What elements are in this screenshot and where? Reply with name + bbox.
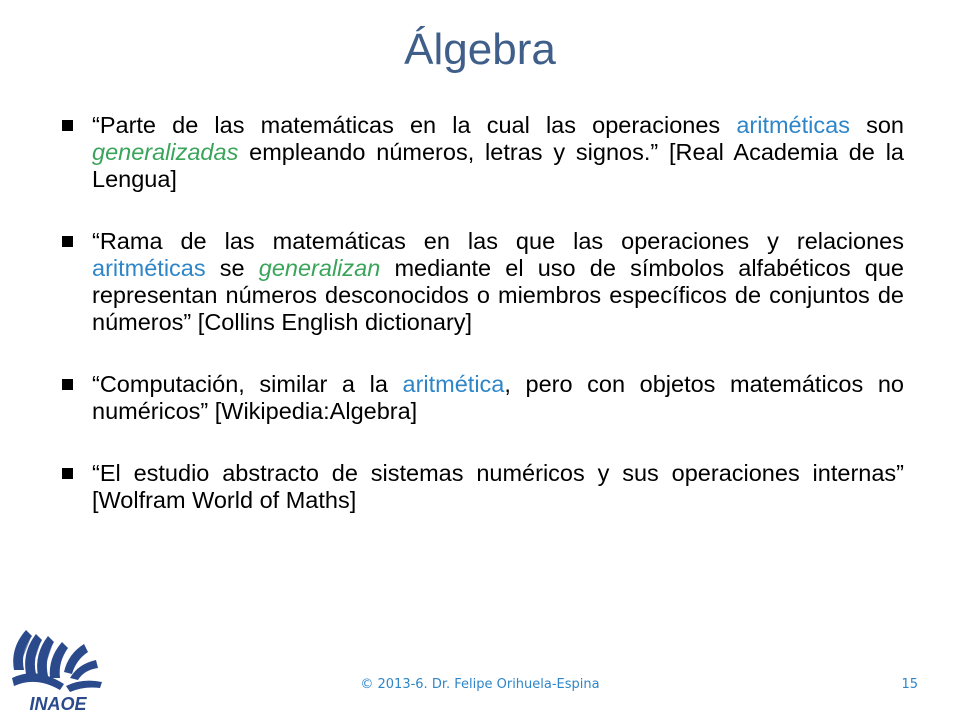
slide-title: Álgebra bbox=[404, 25, 556, 74]
bullet-item bbox=[62, 228, 904, 336]
logo-wordmark: INAOE bbox=[29, 694, 87, 714]
highlighted-term: aritméticas bbox=[736, 112, 850, 138]
highlighted-term: aritméticas bbox=[92, 255, 206, 281]
bullet-text: mediante el uso de símbolos alfabéticos que representan números desconocidos o miembros específicos de conjuntos de números” [Collins English dictionary] bbox=[92, 255, 904, 335]
bullet-text: “El estudio abstracto de sistemas numéricos y sus operaciones internas” [Wolfram World of Maths] bbox=[92, 460, 904, 513]
square-bullet-icon bbox=[62, 120, 73, 131]
bullet-text: “Computación, similar a la bbox=[92, 371, 403, 397]
square-bullet-icon bbox=[62, 236, 73, 247]
square-bullet-icon bbox=[62, 468, 73, 479]
page-number: 15 bbox=[901, 677, 918, 692]
bullet-text: se bbox=[205, 255, 259, 281]
bullet-list bbox=[62, 112, 904, 514]
bullet-item bbox=[62, 371, 904, 425]
footer-copyright: © 2013-6. Dr. Felipe Orihuela-Espina bbox=[360, 677, 600, 692]
bullet-item bbox=[62, 460, 904, 514]
square-bullet-icon bbox=[62, 379, 73, 390]
bullet-text: , pero con objetos matemáticos no numéricos” [Wikipedia:Algebra] bbox=[92, 371, 904, 424]
bullet-item bbox=[62, 112, 904, 193]
inaoe-logo bbox=[6, 608, 110, 716]
highlighted-term: generalizan bbox=[258, 255, 381, 281]
bullet-text: empleando números, letras y signos.” [Real Academia de la Lengua] bbox=[92, 139, 904, 192]
highlighted-term: aritmética bbox=[402, 371, 505, 397]
bullet-text: “Parte de las matemáticas en la cual las operaciones bbox=[92, 112, 737, 138]
bullet-text: “Rama de las matemáticas en las que las operaciones y relaciones bbox=[92, 228, 904, 254]
highlighted-term: generalizadas bbox=[92, 139, 239, 165]
bullet-text: son bbox=[849, 112, 904, 138]
